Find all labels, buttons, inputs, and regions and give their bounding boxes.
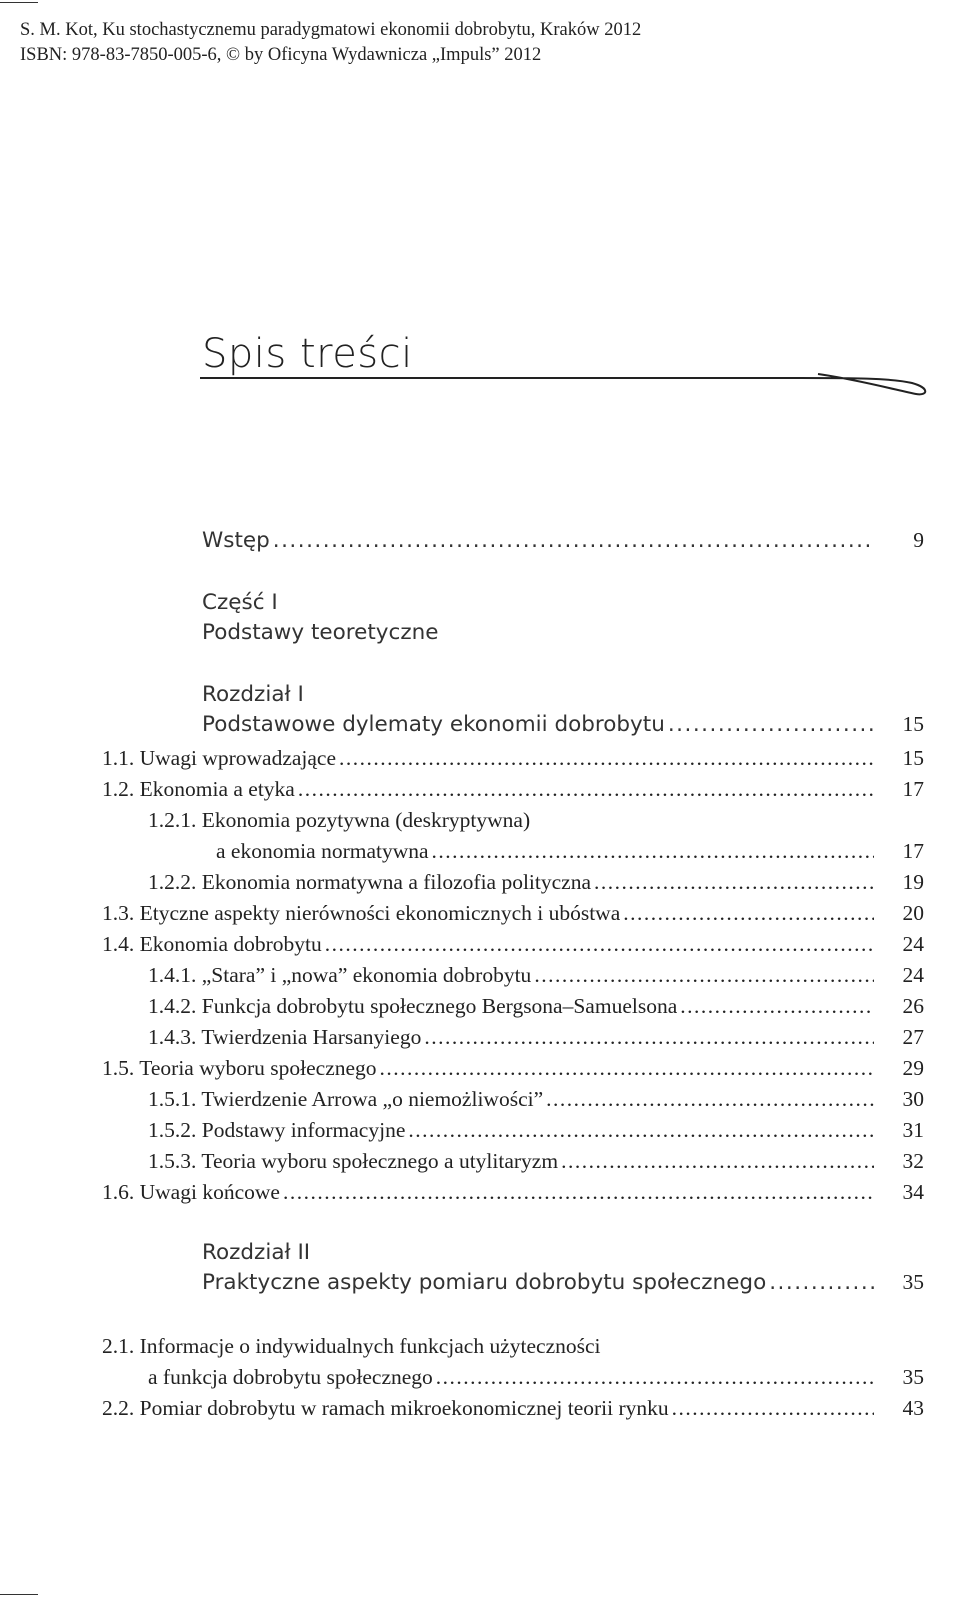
toc-page-number: 26 xyxy=(902,994,924,1018)
toc-page-number: 24 xyxy=(902,963,924,987)
toc-subsection[interactable]: 1.2.2. Ekonomia normatywna a filozofia polityczna ..... xyxy=(148,870,874,895)
toc-page-number: 29 xyxy=(902,1056,924,1080)
toc-page-number: 30 xyxy=(902,1087,924,1111)
toc-page-number: 31 xyxy=(902,1118,924,1142)
toc-chapter-label: Rozdział II xyxy=(202,1240,311,1265)
toc-entry-wstep[interactable]: Wstęp ..... xyxy=(202,528,874,553)
toc-subsection[interactable]: 1.4.3. Twierdzenia Harsanyiego ..... xyxy=(148,1025,874,1050)
toc-page-number: 27 xyxy=(902,1025,924,1049)
toc-subsection[interactable]: 1.4.2. Funkcja dobrobytu społecznego Bergsona–Samuelsona ..... xyxy=(148,994,874,1019)
toc-subsection[interactable]: 1.5.1. Twierdzenie Arrowa „o niemożliwości” ..... xyxy=(148,1087,874,1112)
toc-part-title: Podstawy teoretyczne xyxy=(202,620,439,645)
toc-page-number: 17 xyxy=(902,777,924,801)
toc-section[interactable]: 2.2. Pomiar dobrobytu w ramach mikroekonomicznej teorii rynku ..... xyxy=(102,1396,874,1421)
toc-subsection[interactable]: 1.4.1. „Stara” i „nowa” ekonomia dobrobytu ..... xyxy=(148,963,874,988)
toc-subsection[interactable]: 1.2.1. Ekonomia pozytywna (deskryptywna) xyxy=(148,808,531,832)
toc-section-continued[interactable]: a funkcja dobrobytu społecznego ..... xyxy=(148,1365,874,1390)
toc-section[interactable]: 1.6. Uwagi końcowe ..... xyxy=(102,1180,874,1205)
toc-section[interactable]: 1.2. Ekonomia a etyka ..... xyxy=(102,777,874,802)
toc-page-number: 24 xyxy=(902,932,924,956)
toc-page-number: 15 xyxy=(902,746,924,770)
toc-page-number: 43 xyxy=(902,1396,924,1420)
toc-part-label: Część I xyxy=(202,590,278,615)
header-line-2: ISBN: 978-83-7850-005-6, © by Oficyna Wydawnicza „Impuls” 2012 xyxy=(20,45,542,65)
toc-subsection-continued[interactable]: a ekonomia normatywna ..... xyxy=(216,839,874,864)
toc-page-number: 35 xyxy=(902,1270,924,1294)
toc-section[interactable]: 1.1. Uwagi wprowadzające ..... xyxy=(102,746,874,771)
toc-chapter-title[interactable]: Podstawowe dylematy ekonomii dobrobytu ..... xyxy=(202,712,874,737)
toc-page-number: 19 xyxy=(902,870,924,894)
toc-page-number: 17 xyxy=(902,839,924,863)
toc-page-number: 35 xyxy=(902,1365,924,1389)
toc-section[interactable]: 1.3. Etyczne aspekty nierówności ekonomicznych i ubóstwa ..... xyxy=(102,901,874,926)
toc-chapter-label: Rozdział I xyxy=(202,682,304,707)
toc-page-number: 34 xyxy=(902,1180,924,1204)
toc-subsection[interactable]: 1.5.2. Podstawy informacyjne ..... xyxy=(148,1118,874,1143)
toc-page-number: 20 xyxy=(902,901,924,925)
toc-section[interactable]: 1.5. Teoria wyboru społecznego ..... xyxy=(102,1056,874,1081)
page-title: Spis treści xyxy=(202,331,413,377)
toc-page-number: 9 xyxy=(913,528,924,552)
toc-page-number: 15 xyxy=(902,712,924,736)
header-line-1: S. M. Kot, Ku stochastycznemu paradygmatowi ekonomii dobrobytu, Kraków 2012 xyxy=(20,20,642,40)
toc-section[interactable]: 2.1. Informacje o indywidualnych funkcjach użyteczności xyxy=(102,1334,601,1358)
toc-chapter-title[interactable]: Praktyczne aspekty pomiaru dobrobytu społecznego ..... xyxy=(202,1270,874,1295)
toc-section[interactable]: 1.4. Ekonomia dobrobytu ..... xyxy=(102,932,874,957)
toc-page-number: 32 xyxy=(902,1149,924,1173)
toc-subsection[interactable]: 1.5.3. Teoria wyboru społecznego a utylitaryzm ..... xyxy=(148,1149,874,1174)
